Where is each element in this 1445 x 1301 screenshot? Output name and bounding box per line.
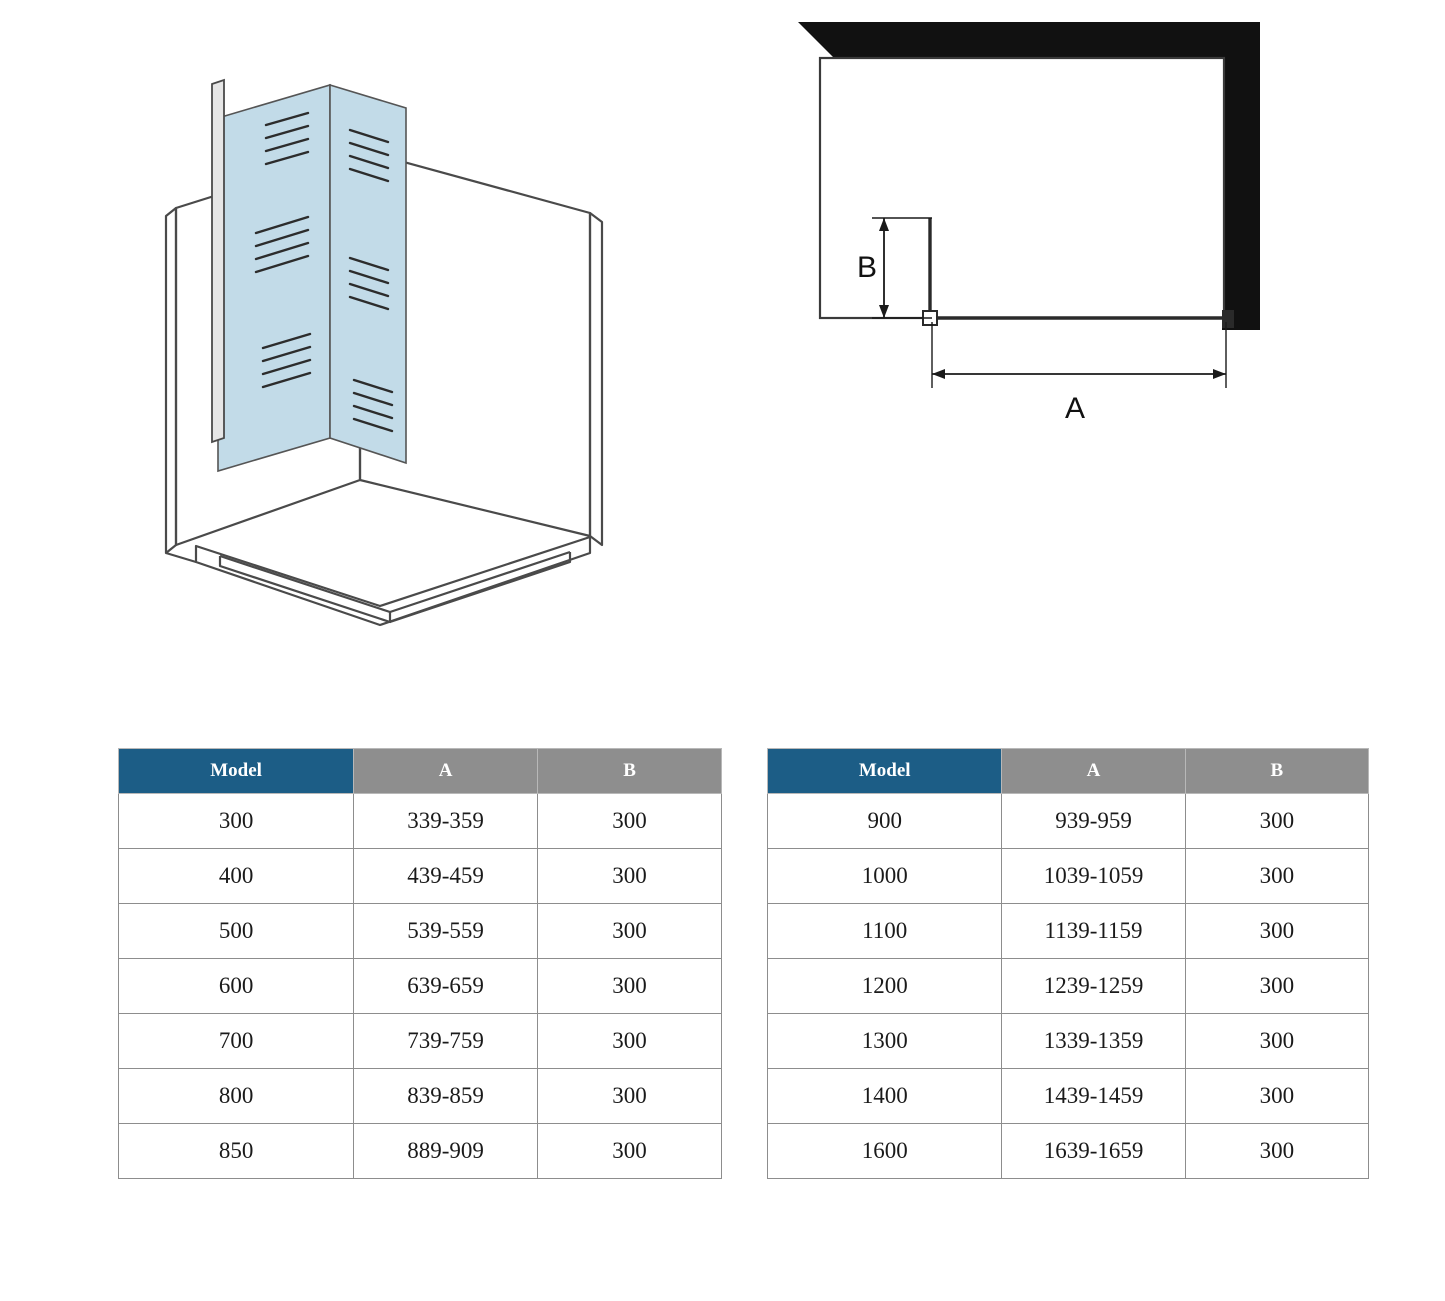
table-row [768,1069,1369,1124]
dimension-label-b: B [857,251,878,284]
cell-b: 300 [538,1014,722,1069]
table-row [768,1124,1369,1179]
cell-b: 300 [1185,849,1368,904]
plan-shower-diagram [760,0,1320,700]
cell-b: 300 [1185,1069,1368,1124]
cell-a: 439-459 [354,849,538,904]
cell-a: 1339-1359 [1002,1014,1185,1069]
cell-model: 1600 [768,1124,1002,1179]
cell-model: 400 [119,849,354,904]
cell-a: 1239-1259 [1002,959,1185,1014]
cell-b: 300 [538,1069,722,1124]
table-row [768,959,1369,1014]
cell-b: 300 [538,794,722,849]
cell-model: 1200 [768,959,1002,1014]
header-a: A [1002,749,1185,794]
cell-b: 300 [538,904,722,959]
deflector-glass-panel [330,85,406,463]
cell-model: 1400 [768,1069,1002,1124]
table-header-row [119,749,722,794]
cell-a: 1039-1059 [1002,849,1185,904]
isometric-shower-diagram [120,0,680,700]
cell-a: 739-759 [354,1014,538,1069]
cell-b: 300 [1185,1014,1368,1069]
table-row [768,849,1369,904]
header-b: B [538,749,722,794]
wall-profile [212,80,224,442]
cell-model: 900 [768,794,1002,849]
cell-a: 1439-1459 [1002,1069,1185,1124]
spec-table-right [767,748,1369,1179]
table-header-row [768,749,1369,794]
cell-model: 600 [119,959,354,1014]
table-row [119,1014,722,1069]
cell-model: 700 [119,1014,354,1069]
cell-b: 300 [1185,959,1368,1014]
glass-end-cap [1222,310,1234,328]
table-row [768,794,1369,849]
table-row [119,1124,722,1179]
cell-b: 300 [538,849,722,904]
cell-a: 539-559 [354,904,538,959]
cell-model: 850 [119,1124,354,1179]
cell-a: 889-909 [354,1124,538,1179]
cell-model: 500 [119,904,354,959]
dimension-label-a: A [1065,392,1086,425]
header-model: Model [768,749,1002,794]
dimension-a [932,322,1226,388]
tray-outline [820,58,1224,318]
table-row [768,1014,1369,1069]
main-glass-panel [218,85,330,471]
cell-a: 1639-1659 [1002,1124,1185,1179]
cell-model: 1100 [768,904,1002,959]
spec-table-left [118,748,722,1179]
cell-b: 300 [538,959,722,1014]
header-a: A [354,749,538,794]
header-model: Model [119,749,354,794]
table-row [119,959,722,1014]
cell-b: 300 [1185,904,1368,959]
cell-a: 1139-1159 [1002,904,1185,959]
cell-a: 939-959 [1002,794,1185,849]
cell-model: 800 [119,1069,354,1124]
cell-b: 300 [1185,1124,1368,1179]
table-row [119,849,722,904]
table-row [119,904,722,959]
table-row [768,904,1369,959]
header-b: B [1185,749,1368,794]
cell-b: 300 [538,1124,722,1179]
cell-model: 300 [119,794,354,849]
cell-b: 300 [1185,794,1368,849]
cell-model: 1300 [768,1014,1002,1069]
table-row [119,1069,722,1124]
cell-a: 339-359 [354,794,538,849]
table-row [119,794,722,849]
cell-model: 1000 [768,849,1002,904]
cell-a: 839-859 [354,1069,538,1124]
cell-a: 639-659 [354,959,538,1014]
